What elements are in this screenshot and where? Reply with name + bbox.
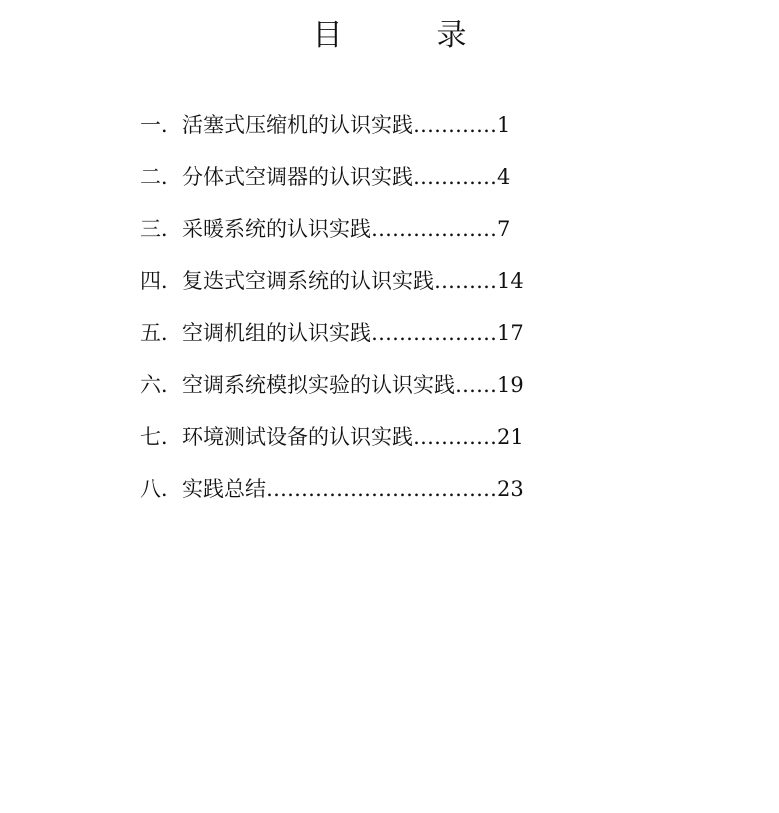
toc-title: 目 录 bbox=[312, 18, 499, 53]
toc-entry-4 bbox=[140, 262, 524, 314]
toc-entry-label: 环境测试设备的认识实践 bbox=[182, 425, 413, 449]
toc-entry-page: 1 bbox=[497, 113, 511, 137]
toc-entry-page: 21 bbox=[497, 425, 524, 449]
toc-entry-page: 7 bbox=[497, 217, 511, 241]
toc-entry-leader: ……………… bbox=[371, 217, 497, 241]
toc-entry-7 bbox=[140, 418, 524, 470]
toc-entry-label: 空调机组的认识实践 bbox=[182, 321, 371, 345]
toc-entry-2 bbox=[140, 158, 524, 210]
toc-entry-number: 七． bbox=[140, 425, 182, 449]
toc-entry-number: 四． bbox=[140, 269, 182, 293]
toc-entry-5 bbox=[140, 314, 524, 366]
toc-entry-leader: …………………………… bbox=[266, 477, 497, 501]
toc-entry-leader: …… bbox=[455, 373, 497, 397]
toc-entry-6 bbox=[140, 366, 524, 418]
toc-entry-number: 一． bbox=[140, 113, 182, 137]
toc-entry-label: 实践总结 bbox=[182, 477, 266, 501]
toc-entry-number: 二． bbox=[140, 165, 182, 189]
toc-entry-page: 14 bbox=[497, 269, 524, 293]
toc-entry-leader: ………… bbox=[413, 165, 497, 189]
toc-entry-leader: ……… bbox=[434, 269, 497, 293]
toc-entry-3 bbox=[140, 210, 524, 262]
toc-entry-label: 分体式空调器的认识实践 bbox=[182, 165, 413, 189]
toc-entry-page: 19 bbox=[497, 373, 524, 397]
toc-entry-leader: ………… bbox=[413, 425, 497, 449]
toc-entry-number: 八． bbox=[140, 477, 182, 501]
toc-entry-number: 六． bbox=[140, 373, 182, 397]
toc-entry-8 bbox=[140, 470, 524, 522]
toc-entry-label: 复迭式空调系统的认识实践 bbox=[182, 269, 434, 293]
toc-entry-page: 17 bbox=[497, 321, 524, 345]
toc-entry-leader: ……………… bbox=[371, 321, 497, 345]
toc-entry-number: 五． bbox=[140, 321, 182, 345]
toc-entry-label: 空调系统模拟实验的认识实践 bbox=[182, 373, 455, 397]
toc-list bbox=[140, 106, 524, 522]
toc-entry-label: 采暖系统的认识实践 bbox=[182, 217, 371, 241]
toc-entry-number: 三． bbox=[140, 217, 182, 241]
toc-entry-page: 4 bbox=[497, 165, 511, 189]
toc-entry-leader: ………… bbox=[413, 113, 497, 137]
toc-entry-label: 活塞式压缩机的认识实践 bbox=[182, 113, 413, 137]
toc-entry-page: 23 bbox=[497, 477, 524, 501]
toc-entry-1 bbox=[140, 106, 524, 158]
